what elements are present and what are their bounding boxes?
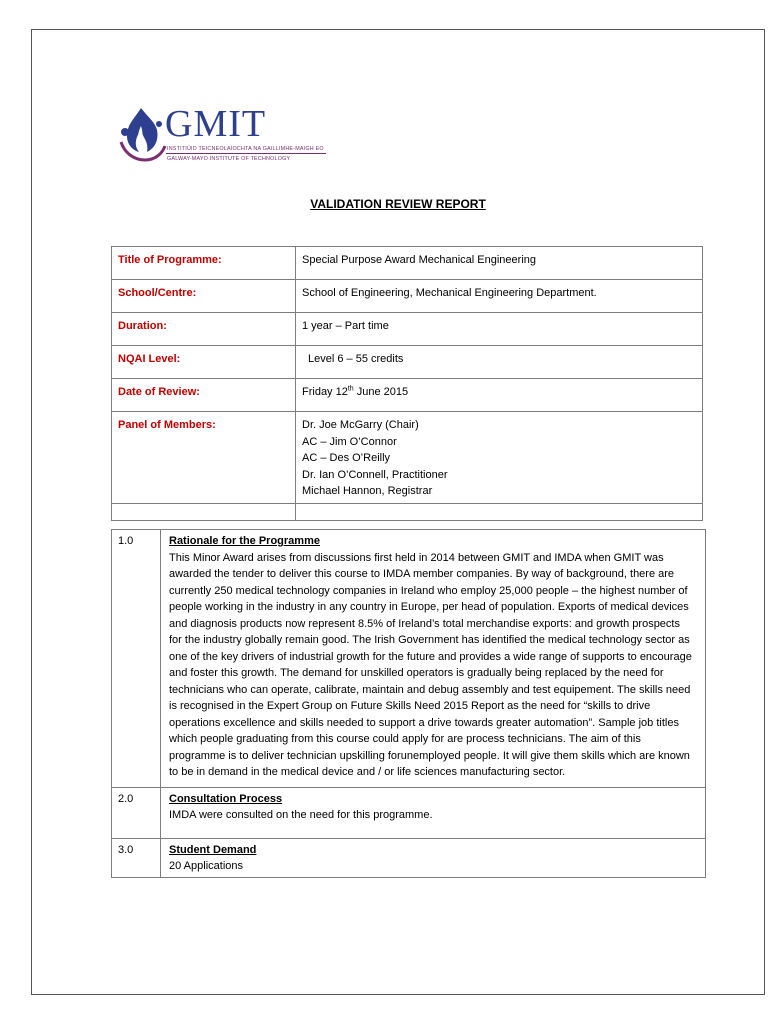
- section-body: [161, 838, 706, 877]
- panel-member: Dr. Joe McGarry (Chair): [302, 419, 419, 431]
- logo-irish-name: INSTITIÚID TEICNEOLAÍOCHTA NA GAILLIMHE-MAIGH EO: [167, 146, 324, 152]
- logo-english-name: GALWAY-MAYO INSTITUTE OF TECHNOLOGY: [167, 156, 291, 162]
- section-row: [112, 838, 706, 877]
- table-row: [112, 247, 703, 280]
- section-row: [112, 530, 706, 788]
- section-text: This Minor Award arises from discussions first held in 2014 between GMIT and IMDA when GMIT was awarded the tender to deliver this course to IMDA member companies. By way of background, there are currently 250 medical technology companies in Ireland who employ 25,000 people – the highest number of people working in the industry in any country in Europe, per head of population. Exports of medical devices and diagnosis products now represent 8.5% of Ireland’s total merchandise exports: and growth prospects for the industry globally remain good. The Irish Government has identified the medical technology sector as one of the key drivers of industrial growth for the future and provides a wide range of supports to encourage and foster this growth. The demand for unskilled operators is gradually being replaced by the need for technicians who can operate, calibrate, maintain and debug assembly and test equipement. The skills need is recognised in the Expert Group on Future Skills Need 2015 Report as the need for “skills to drive operations excellence and skills needed to support a drive towards greater automation”. Sample job titles which people graduating from this course could apply for are process technicians. The aim of this programme is to deliver technician upskilling forunemployed people. It will give them skills which are known to be in demand in the medical device and / or life sciences manufacturing sector.: [169, 551, 692, 778]
- flame-emblem-icon: [117, 102, 167, 168]
- section-text: IMDA were consulted on the need for this programme.: [169, 809, 433, 821]
- section-number: 3.0: [112, 838, 161, 877]
- logo-divider: [166, 153, 326, 154]
- review-date-value: [296, 379, 703, 412]
- nqai-label: NQAI Level:: [112, 346, 296, 379]
- duration-label: Duration:: [112, 313, 296, 346]
- report-title: VALIDATION REVIEW REPORT: [310, 197, 486, 211]
- review-date-rest: June 2015: [353, 386, 409, 398]
- gmit-logo: [117, 102, 347, 168]
- nqai-value: Level 6 – 55 credits: [296, 346, 703, 379]
- panel-members-list: [296, 412, 703, 504]
- duration-value: 1 year – Part time: [296, 313, 703, 346]
- section-heading: Consultation Process: [169, 792, 283, 805]
- table-row: [112, 280, 703, 313]
- review-date-label: Date of Review:: [112, 379, 296, 412]
- panel-member: Dr. Ian O’Connell, Practitioner: [302, 468, 448, 481]
- table-row: [112, 412, 703, 504]
- section-body: [161, 787, 706, 838]
- sections-table: [111, 529, 706, 878]
- section-number: 1.0: [112, 530, 161, 788]
- section-row: [112, 787, 706, 838]
- panel-member: AC – Jim O’Connor: [302, 435, 397, 448]
- logo-wordmark: GMIT: [165, 103, 267, 145]
- table-row: [112, 313, 703, 346]
- programme-label: Title of Programme:: [112, 247, 296, 280]
- programme-value: Special Purpose Award Mechanical Engineering: [296, 247, 703, 280]
- table-row: [112, 346, 703, 379]
- section-number: 2.0: [112, 787, 161, 838]
- school-value: School of Engineering, Mechanical Engineering Department.: [296, 280, 703, 313]
- review-date-suffix: th: [347, 385, 354, 393]
- review-date-day: Friday 12: [302, 386, 348, 398]
- panel-label: Panel of Members:: [112, 412, 296, 504]
- section-heading: Student Demand: [169, 843, 257, 856]
- section-heading: Rationale for the Programme: [169, 535, 320, 547]
- table-row: [112, 379, 703, 412]
- section-body: [161, 530, 706, 788]
- section-text: 20 Applications: [169, 860, 243, 872]
- table-row-empty: [112, 503, 703, 520]
- panel-member: Michael Hannon, Registrar: [302, 485, 433, 497]
- school-label: School/Centre:: [112, 280, 296, 313]
- panel-member: AC – Des O’Reilly: [302, 452, 391, 464]
- programme-info-table: [111, 246, 703, 521]
- document-page: [31, 29, 765, 995]
